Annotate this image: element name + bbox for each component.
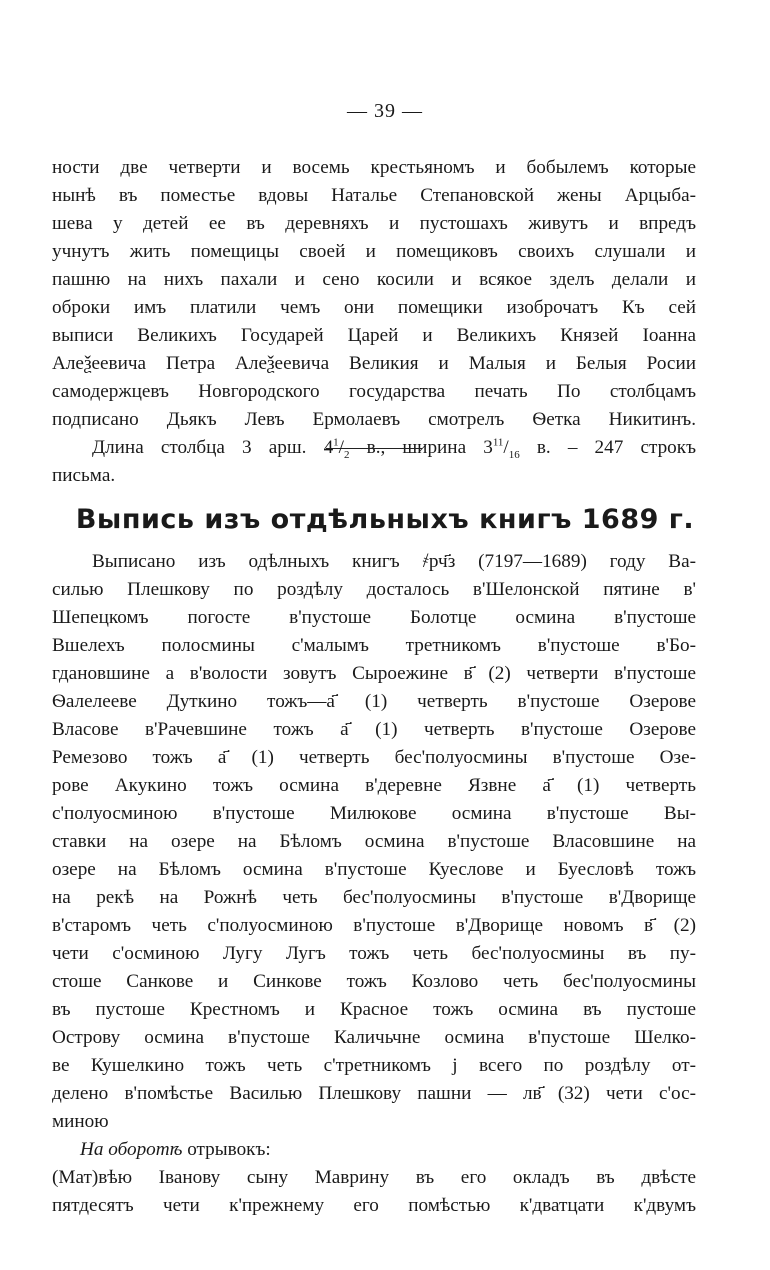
measure-mid: в., ширина 3 [349,437,493,458]
section-divider [326,448,422,449]
text-line: оброки имъ платили чемъ они помещики изоброчатъ Къ сей [52,297,696,318]
text-line: ставки на озере на Бѣломъ осмина в'пустоше Власовшине на [52,831,696,852]
section-heading: Выпись изъ отдѣльныхъ книгъ 1689 г. [75,504,695,535]
text-line: учнутъ жить помещицы своей и помещиковъ своихъ слушали и [52,241,696,262]
measure-prefix: Длина столбца 3 арш. 4 [92,437,334,458]
text-line: Власове в'Рачевшине тожъ а҃ (1) четверть в'пустоше Озерове [52,719,696,740]
text-line: Ѳалелееве Дуткино тожъ—а҃ (1) четверть в'пустоше Озерове [52,691,696,712]
text-line: озере на Бѣломъ осмина в'пустоше Куеслове и Буесловѣ тожъ [52,859,696,880]
text-line: с'полуосминою в'пустоше Милюкове осмина в'пустоше Вы- [52,803,696,824]
text-line: гдановшине а в'волости зовутъ Сыроежине в҃ (2) четверти в'пустоше [52,663,696,684]
text-line: Ремезово тожъ а҃ (1) четверть бес'полуосмины в'пустоше Озе- [52,747,696,768]
text-line: ности две четверти и восемь крестьяномъ и бобылемъ которые [52,157,696,178]
second-paragraph [52,548,696,1220]
text-line: на рекѣ на Рожнѣ четь бес'полуосмины в'пустоше в'Дворище [52,887,696,908]
reverse-label: На оборотѣ [80,1139,183,1160]
text-line: Алеѯеевича Петра Алеѯеевича Великия и Малыя и Белыя Росии [52,353,696,374]
fraction-numerator: 1 [333,436,339,449]
text-line: в'старомъ четь с'полуосминою в'пустоше в'Дворище новомъ в҃ (2) [52,915,696,936]
fraction-denominator: 2 [344,448,350,461]
text-line: Острову осмина в'пустоше Каличьчне осмина в'пустоше Шелко- [52,1027,696,1048]
reverse-rest: отрывокъ: [182,1139,271,1160]
text-line: письма. [52,465,116,486]
text-line: подписано Дьякъ Левъ Ермолаевъ смотрелъ Ѳетка Никитинъ. [52,409,696,430]
text-line: Шепецкомъ погосте в'пустоше Болотце осмина в'пустоше [52,607,696,628]
fraction-numerator: 11 [492,436,504,449]
text-line: Выписано изъ одѣлныхъ книгъ ҂рч҃з (7197—1689) году Ва- [92,551,696,572]
reverse-note-line [52,1136,696,1164]
text-line: выписи Великихъ Государей Царей и Великихъ Князей Іоанна [52,325,696,346]
text-line: ве Кушелкино тожъ четь с'третникомъ ј всего по роздѣлу от- [52,1055,696,1076]
text-line: (Мат)вѣю Іванову сыну Маврину въ его окладъ въ двѣсте [52,1167,696,1188]
text-line: чети с'осминою Лугу Лугъ тожъ четь бес'полуосмины въ пу- [52,943,696,964]
text-line: пашню на нихъ пахали и сено косили и всякое зделъ делали и [52,269,696,290]
page-number: — 39 — [347,100,423,122]
text-line: въ пустоше Крестномъ и Красное тожъ осмина въ пустоше [52,999,696,1020]
text-line: нынѣ въ поместье вдовы Наталье Степановской жены Арцыба- [52,185,696,206]
first-paragraph [52,154,696,490]
text-line: силью Плешкову по роздѣлу досталось в'Шелонской пятине в' [52,579,696,600]
measure-suffix: в. – 247 строкъ [519,437,697,458]
text-line: шева у детей ее въ деревняхъ и пустошахъ живутъ и впредъ [52,213,696,234]
text-line: Вшелехъ полосмины с'малымъ третникомъ в'пустоше в'Бо- [52,635,696,656]
text-line: самодержцевъ Новгородского государства печать По столбцамъ [52,381,696,402]
fraction-denominator: 16 [508,448,520,461]
measurement-line: Длина столбца 3 арш. $4^1/_2$ в., ширина $3^{11}/_{16}$ в. – 247 строкъ [92,436,697,461]
text-line: стоше Санкове и Синкове тожъ Козлово четь бес'полуосмины [52,971,696,992]
text-line: рове Акукино тожъ осмина в'деревне Язвне а҃ (1) четверть [52,775,696,796]
text-line: миною [52,1111,109,1132]
text-line: делено в'помѣстье Василью Плешкову пашни — лв҃ (32) чети с'ос- [52,1083,696,1104]
text-line: пятдесятъ чети к'прежнему его помѣстью к'дватцати к'двумъ [52,1195,696,1216]
